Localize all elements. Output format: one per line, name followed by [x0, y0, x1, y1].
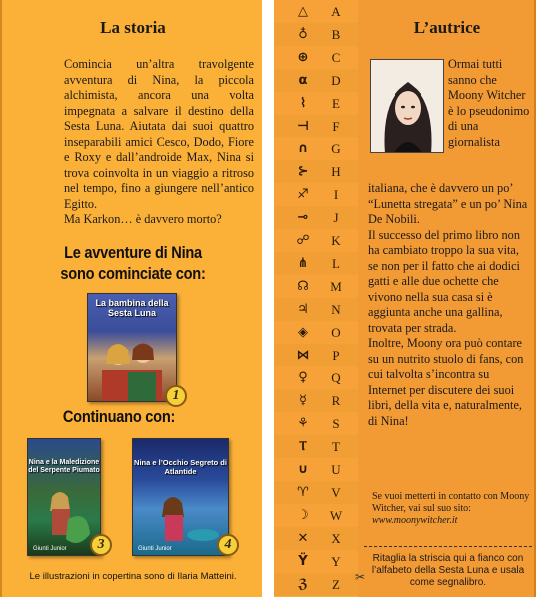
- book-cover-3: [132, 438, 229, 556]
- moon-glyph-icon: ♃: [297, 301, 309, 317]
- alphabet-letter: Q: [331, 370, 341, 386]
- alphabet-row: [274, 206, 358, 229]
- alphabet-letter: U: [331, 462, 341, 477]
- alphabet-letter: O: [331, 324, 341, 340]
- moon-glyph-icon: Ϋ: [298, 553, 308, 569]
- book-cover-1: [87, 293, 177, 402]
- moon-glyph-icon: ☍: [296, 233, 310, 248]
- author-panel: [358, 0, 536, 597]
- moon-glyph-icon: ♀: [298, 370, 308, 386]
- moon-glyph-icon: ☊: [297, 278, 309, 294]
- alphabet-row: [274, 183, 358, 206]
- sixth-moon-alphabet-strip: [274, 0, 358, 597]
- alphabet-row: [274, 435, 358, 458]
- alphabet-letter: R: [331, 393, 341, 409]
- book-cover-2: [27, 438, 101, 556]
- alphabet-row: [274, 504, 358, 527]
- alphabet-letter: A: [331, 4, 341, 19]
- alphabet-row: [274, 573, 358, 596]
- moon-glyph-icon: ☽: [297, 507, 309, 523]
- moon-glyph-icon: ∩: [297, 141, 309, 157]
- moon-glyph-icon: ⚘: [297, 416, 309, 432]
- moon-glyph-icon: ⋔: [297, 255, 309, 271]
- moon-glyph-icon: ⊱: [297, 164, 309, 180]
- author-bio-paragraph-3: Inoltre, Moony ora può contare su un nutrito stuolo di fans, con cui talvolta s’incontra su Internet per discutere dei suoi libri, della vita e, naturalmente, di Nina!: [368, 336, 524, 428]
- moon-glyph-icon: ⋈: [296, 347, 310, 363]
- alphabet-letter: P: [332, 347, 340, 363]
- moon-glyph-icon: Ⲧ: [299, 439, 307, 455]
- illustration-credit: Le illustrazioni in copertina sono di Ilaria Matteini.: [29, 571, 237, 582]
- author-bio-paragraph-1: italiana, che è davvero un po’ “Lunetta stregata” e un po’ Nina De Nobili.: [368, 181, 528, 226]
- alphabet-letter: I: [333, 187, 339, 203]
- alphabet-row: [274, 550, 358, 573]
- alphabet-letter: Y: [331, 553, 341, 569]
- alphabet-row: [274, 115, 358, 138]
- author-contact: [372, 491, 532, 527]
- moon-glyph-icon: ◈: [298, 324, 308, 340]
- story-title: La storia: [100, 18, 166, 37]
- book-3-publisher: Giunti Junior: [138, 546, 172, 552]
- contact-text: Se vuoi metterti in contatto con Moony Witcher, vai sul suo sito:: [372, 491, 530, 514]
- book-3-number-badge: 4: [217, 534, 239, 556]
- alphabet-letter: H: [331, 164, 341, 180]
- alphabet-letter: D: [331, 72, 341, 88]
- alphabet-row: [274, 46, 358, 69]
- alphabet-row: [274, 0, 358, 23]
- alphabet-row: [274, 137, 358, 160]
- alphabet-letter: G: [331, 141, 341, 157]
- moon-glyph-icon: ♈: [297, 484, 309, 500]
- author-title: L’autrice: [413, 18, 481, 37]
- author-bio-intro-text: Ormai tutti sanno che Moony Witcher è lo pseudonimo di una giornalista: [448, 57, 530, 149]
- cut-instructions-box: [364, 546, 532, 591]
- moon-glyph-icon: △: [298, 4, 308, 19]
- scissors-icon: ✂: [355, 570, 366, 584]
- alphabet-letter: J: [333, 210, 339, 226]
- story-paragraph: Comincia un’altra travolgente avventura di Nina, la piccola alchimista, ancora una volta impegnata a salvare il destino della Sesta Luna. Aiutata dai suoi quattro inseparabili amici Cesco, Dodo, Fiore e Roxy e dall’androide Max, Nina si trova coinvolta in un viaggio a ritroso nel tempo, fino a giungere nell’antico Egitto.: [64, 57, 254, 211]
- alphabet-row: [274, 275, 358, 298]
- alphabet-row: [274, 160, 358, 183]
- book-2-publisher: Giunti Junior: [33, 546, 67, 552]
- alphabet-letter: X: [331, 530, 341, 546]
- alphabet-letter: W: [329, 507, 343, 523]
- moon-glyph-icon: ♁: [298, 26, 308, 42]
- adventures-subheadline: sono cominciate con:: [60, 264, 206, 283]
- alphabet-row: [274, 481, 358, 504]
- alphabet-row: [274, 527, 358, 550]
- adventures-headline: Le avventure di Nina: [64, 243, 202, 262]
- alphabet-row: [274, 69, 358, 92]
- cut-instructions: Ritaglia la striscia qui a fianco con l’alfabeto della Sesta Luna e usala come segnalibro.: [371, 553, 525, 588]
- moon-glyph-icon: ⍺: [298, 72, 308, 88]
- moon-glyph-icon: ∪: [297, 462, 309, 477]
- alphabet-letter: B: [331, 26, 341, 42]
- moon-glyph-icon: ⊕: [297, 49, 309, 65]
- alphabet-letter: T: [332, 439, 340, 455]
- book-2-number-badge: 3: [90, 534, 112, 556]
- alphabet-row: [274, 92, 358, 115]
- alphabet-row: [274, 412, 358, 435]
- book-3-illustration: [133, 439, 228, 555]
- alphabet-letter: E: [332, 95, 340, 111]
- alphabet-row: [274, 366, 358, 389]
- alphabet-letter: L: [332, 255, 340, 271]
- book-1-number-badge: 1: [165, 385, 187, 407]
- alphabet-row: [274, 389, 358, 412]
- author-website-link[interactable]: www.moonywitcher.it: [372, 515, 458, 526]
- alphabet-row: [274, 344, 358, 367]
- moon-glyph-icon: ♐: [297, 187, 309, 203]
- alphabet-row: [274, 252, 358, 275]
- alphabet-letter: N: [331, 301, 341, 317]
- moon-glyph-icon: ⌇: [299, 95, 307, 111]
- book-1-illustration: [88, 294, 176, 401]
- author-bio-intro: [448, 57, 532, 150]
- alphabet-letter: M: [330, 278, 342, 294]
- moon-glyph-icon: ℨ: [298, 576, 308, 592]
- moon-glyph-icon: ⊸: [297, 210, 309, 226]
- story-text: [64, 57, 254, 228]
- story-question: Ma Karkon… è davvero morto?: [64, 212, 222, 226]
- alphabet-letter: K: [331, 233, 341, 248]
- author-bio: [368, 181, 530, 429]
- alphabet-row: [274, 321, 358, 344]
- alphabet-row: [274, 458, 358, 481]
- book-2-illustration: [28, 439, 100, 555]
- alphabet-letter: V: [331, 484, 341, 500]
- moon-glyph-icon: ☿: [299, 393, 307, 409]
- author-photo: [370, 59, 444, 153]
- moon-glyph-icon: ⊣: [297, 118, 309, 134]
- author-bio-paragraph-2: Il successo del primo libro non ha cambiato troppo la sua vita, se non per il fatto che ai dodici gatti e alle due ochette che vivono nella sua casa si è aggiunta anche una gallina, trovata per strada.: [368, 227, 520, 335]
- continue-headline: Continuano con:: [62, 407, 176, 426]
- panel-gap: [262, 0, 274, 597]
- alphabet-row: [274, 23, 358, 46]
- alphabet-letter: C: [331, 49, 341, 65]
- alphabet-row: [274, 298, 358, 321]
- alphabet-letter: F: [332, 118, 340, 134]
- book-3-title: Nina e l’Occhio Segreto di Atlantide: [134, 458, 227, 476]
- alphabet-letter: S: [332, 416, 340, 432]
- book-1-title: La bambina della Sesta Luna: [95, 298, 169, 318]
- moon-glyph-icon: ✕: [297, 530, 309, 546]
- alphabet-row: [274, 229, 358, 252]
- story-panel: [0, 0, 262, 597]
- alphabet-letter: Z: [332, 576, 340, 592]
- author-portrait: [371, 60, 444, 153]
- book-2-title: Nina e la Maledizione del Serpente Piumato: [28, 459, 100, 474]
